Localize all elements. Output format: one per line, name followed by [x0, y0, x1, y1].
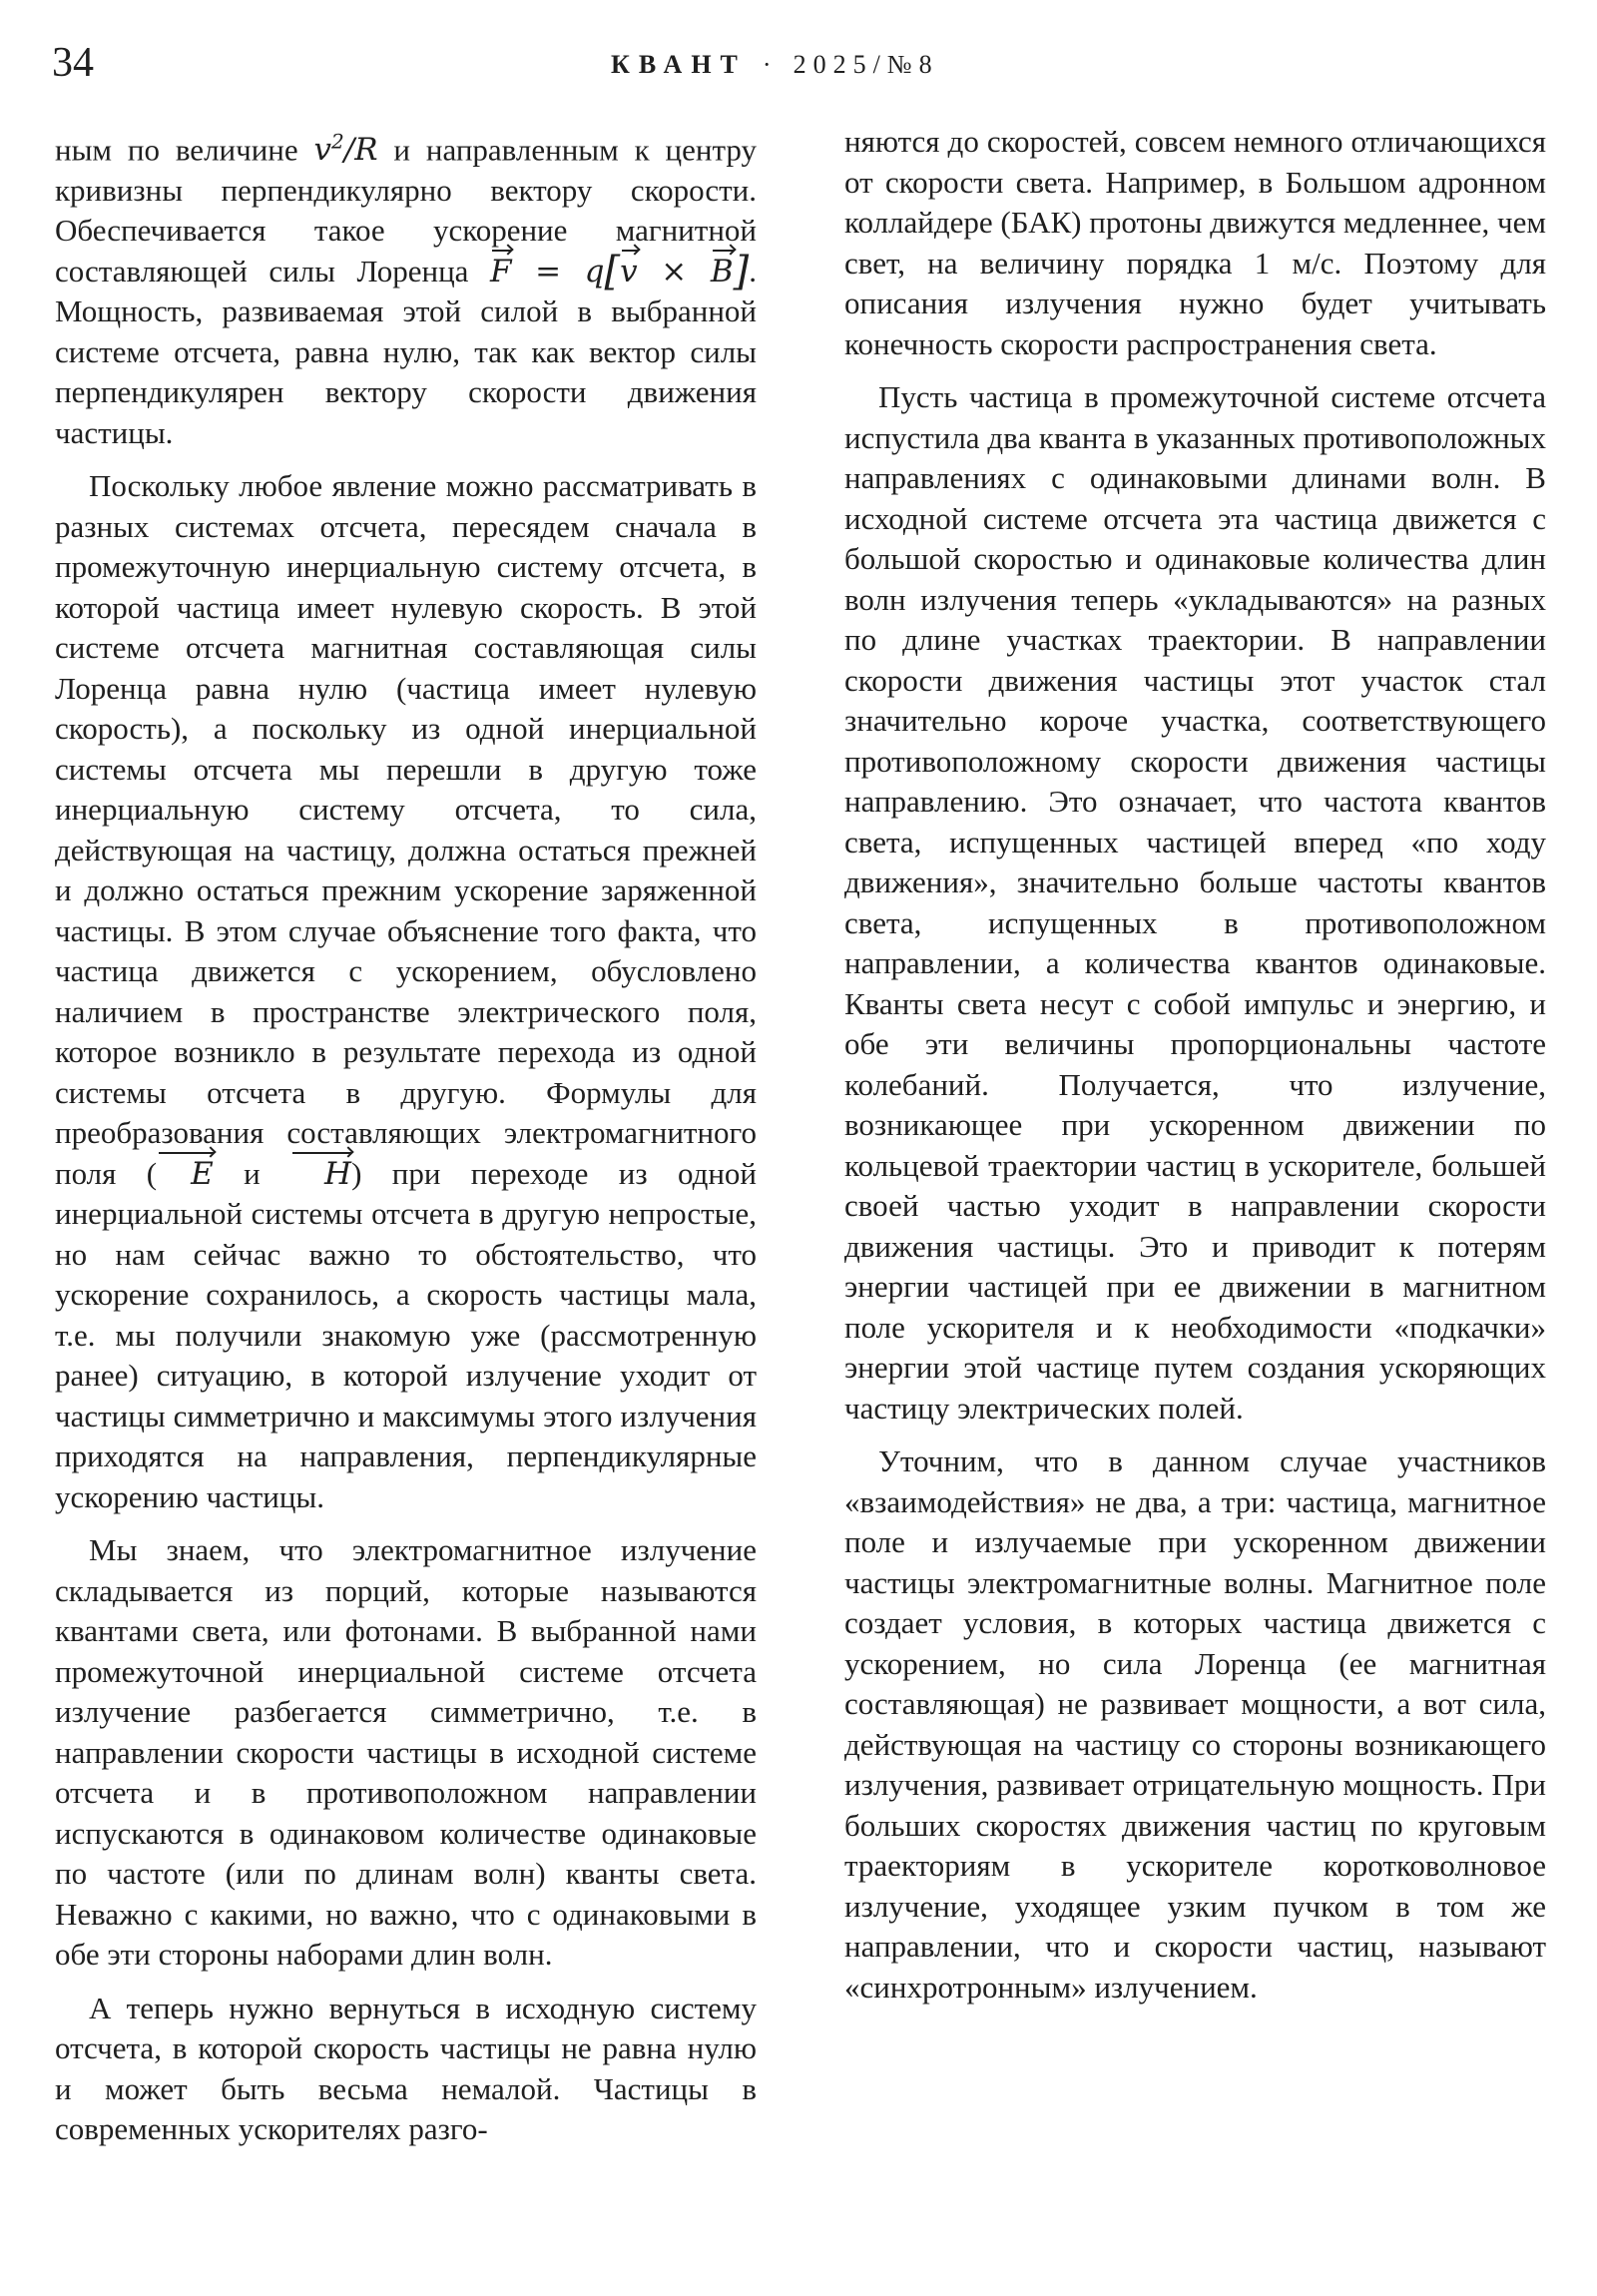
- vector-v: v: [620, 252, 638, 292]
- running-header: [0, 0, 1597, 110]
- formula-symbol: q: [584, 253, 605, 289]
- formula-exponent: 2: [331, 130, 344, 154]
- formula-slash: /: [343, 132, 355, 169]
- journal-title: КВАНТ: [611, 50, 747, 79]
- formula-symbol: R: [354, 132, 378, 169]
- paragraph-text: Поскольку любое явление можно рассматривать в разных системах отсчета, пересядем сначала в промежуточную инерциальную систему отсчета, в которой частица имеет нулевую скорость. В этой системе отсчета магнитная составляющая силы Лоренца равна нулю (частица имеет нулевую скорость), а поскольку из одной инерциальной системы отсчета мы перешли в другую тоже инерциальную систему отсчета, то сила, действующая на частицу, должна остаться прежней и должно остаться прежним ускорение заряженной частицы. В этом случае объяснение того факта, что частица движется с ускорением, обусловлено наличием в пространстве электрического поля, которое возникло в результате перехода из одной системы отсчета в другую. Формулы для преобразования составляющих электромагнитного поля (: [55, 468, 757, 1191]
- paragraph: Мы знаем, что электромагнитное излучение складывается из порций, которые называются квантами света, или фотонами. В выбранной нами промежуточной инерциальной системе отсчета излучение разбегается симметрично, т.е. в направлении скорости частицы в исходной системе отсчета и в противоположном направлении испускаются в одинаковом количестве одинаковые по частоте (или по длинам волн) кванты света. Неважно с какими, но важно, что с одинаковыми в обе эти стороны наборами длин волн.: [55, 1532, 757, 1973]
- running-head: [611, 52, 939, 78]
- paragraph: Уточним, что в данном случае участников «взаимодействия» не два, а три: частица, магнитное поле и излучаемые при ускоренном движении частицы электромагнитные волны. Магнитное поле создает условия, в которых частица движется с ускорением, но сила Лоренца (ее магнитная составляющая) не развивает мощности, а вот сила, действующая на частицу со стороны возникающего излучения, развивает отрицательную мощность. При больших скоростях движения частиц по круговым траекториям в ускорителе коротковолновое излучение, уходящее узким пучком в том же направлении, что и скорости частиц, называют «синхротронным» излучением.: [844, 1443, 1546, 2005]
- paragraph: [55, 122, 757, 453]
- formula-bracket: [: [604, 248, 621, 294]
- vector-b: B: [711, 252, 734, 292]
- formula-v-squared-over-r: [314, 132, 378, 168]
- right-column: [844, 122, 1546, 2020]
- vector-h: H: [290, 1154, 351, 1195]
- paragraph-text: ным по величине: [55, 132, 314, 168]
- left-column: [55, 122, 757, 2163]
- vector-e: E: [157, 1154, 214, 1195]
- issue-number: 2025/№8: [793, 50, 939, 79]
- paragraph-text: и: [213, 1155, 291, 1191]
- page-number: 34: [52, 40, 94, 86]
- paragraph: няются до скоростей, совсем немного отличающихся от скорости света. Например, в Большом адронном коллайдере (БАК) протоны движутся медленнее, чем свет, на величину порядка 1 м/с. Поэтому для описания излучения нужно будет учитывать конечность скорости распространения света.: [844, 124, 1546, 361]
- paragraph: Пусть частица в промежуточной системе отсчета испустила два кванта в указанных противоположных направлениях с одинаковыми длинами волн. В исходной системе отсчета эта частица движется с большой скоростью и одинаковые количества длин волн излучения теперь «укладываются» на разных по длине участках траектории. В направлении скорости движения частицы этот участок стал значительно короче участка, соответствующего противоположному скорости движения частицы направлению. Это означает, что частота квантов света, испущенных частицей вперед «по ходу движения», значительно больше частоты квантов света, испущенных в противоположном направлении, а количества квантов одинаковые. Кванты света несут с собой импульс и энергию, и обе эти величины пропорциональны частоте колебаний. Получается, что излучение, возникающее при ускоренном движении по кольцевой траектории частиц в ускорителе, большей своей частью уходит в направлении скорости движения частицы. Это и приводит к потерям энергии частицей при ее движении в магнитном поле ускорителя и к необходимости «подкачки» энергии этой частице путем создания ускоряющих частицу электрических полей.: [844, 379, 1546, 1426]
- formula-lorentz-force: [489, 248, 750, 294]
- header-separator: ·: [762, 50, 772, 79]
- formula-times: ×: [637, 253, 711, 289]
- paragraph: А теперь нужно вернуться в исходную систему отсчета, в которой скорость частицы не равна нулю и может быть весьма немалой. Частицы в современных ускорителях разго-: [55, 1990, 757, 2147]
- formula-bracket: ]: [733, 248, 750, 294]
- formula-equals: =: [511, 253, 585, 289]
- paragraph-text: . Мощность, развиваемая этой силой в выбранной системе отсчета, равна нулю, так как вектор силы перпендикулярен вектору скорости движения частицы.: [55, 253, 757, 450]
- vector-f: F: [490, 252, 512, 292]
- paragraph-text: и направленным к центру кривизны перпендикулярно вектору скорости. Обеспечивается такое ускорение магнитной составляющей силы Лоренца: [55, 132, 757, 288]
- formula-symbol: v: [313, 132, 332, 169]
- paragraph: [55, 466, 757, 1517]
- paragraph-text: ) при переходе из одной инерциальной системы отсчета в другую непростые, но нам сейчас важно то обстоятельство, что ускорение сохранилось, а скорость частицы мала, т.е. мы получили знакомую уже (рассмотренную ранее) ситуацию, в которой излучение уходит от частицы симметрично и максимумы этого излучения приходятся на направления, перпендикулярные ускорению частицы.: [55, 1155, 758, 1514]
